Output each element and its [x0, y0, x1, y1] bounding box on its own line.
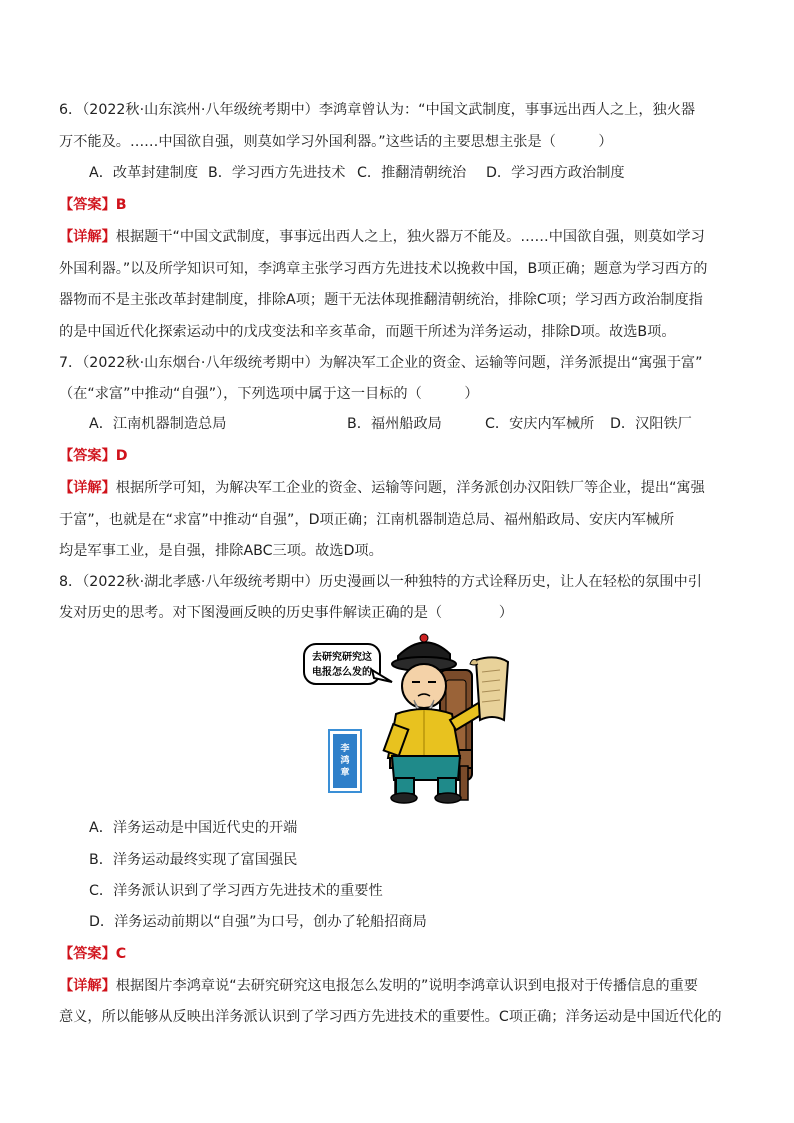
- teal-trousers: [391, 756, 461, 803]
- q6-stem-line1: 6．（2022秋·山东滨州·八年级统考期中）李鸿章曾认为：“中国文武制度，事事远出西人之上，独火器: [59, 102, 696, 118]
- q6-detail-line4: 的是中国近代化探索运动中的戊戌变法和辛亥革命，而题干所述为洋务运动，排除D项。故选B项。: [59, 324, 676, 340]
- detail-tag: 【详解】: [59, 229, 116, 245]
- q7-detail-text1: 根据所学可知，为解决军工企业的资金、运输等问题，洋务派创办汉阳铁厂等企业，提出“寓强: [115, 480, 705, 496]
- q7-option-a: A．江南机器制造总局: [89, 416, 227, 432]
- q8-option-c: C．洋务派认识到了学习西方先进技术的重要性: [89, 883, 383, 899]
- q7-detail-line3: 均是军事工业，是自强，排除ABC三项。故选D项。: [59, 543, 383, 559]
- bubble-text-line2: 电报怎么发的: [312, 667, 372, 678]
- q6-detail-text1: 根据题干“中国文武制度，事事远出西人之上，独火器万不能及。……中国欲自强，则莫如学习: [115, 229, 705, 245]
- yellow-robe: [384, 709, 460, 758]
- q6-option-a: A．改革封建制度: [89, 165, 199, 181]
- q8-answer-row: [59, 944, 126, 964]
- q6-option-b: B．学习西方先进技术: [208, 165, 346, 181]
- answer-tag: 【答案】: [59, 448, 116, 464]
- q7-detail-line2: 于富”，也就是在“求富”中推动“自强”，D项正确；江南机器制造总局、福州船政局、安庆内军械所: [59, 512, 675, 528]
- q7-option-d: D．汉阳铁厂: [610, 416, 692, 432]
- name-label-char: 鸿: [340, 756, 350, 766]
- q7-option-c: C．安庆内军械所: [485, 416, 595, 432]
- q8-stem-line2: 发对历史的思考。对下图漫画反映的历史事件解读正确的是（ ）: [59, 605, 514, 621]
- q7-answer-row: [59, 446, 128, 466]
- q7-detail-line1: [59, 478, 705, 498]
- q8-option-a: A．洋务运动是中国近代史的开端: [89, 820, 298, 836]
- name-label: [333, 734, 357, 788]
- q7-stem-line2: （在“求富”中推动“自强”），下列选项中属于这一目标的（ ）: [59, 386, 479, 402]
- name-label-box: [328, 729, 362, 793]
- q8-detail-line2: 意义，所以能够从反映出洋务派认识到了学习西方先进技术的重要性。C项正确；洋务运动是中国近代化的: [59, 1009, 722, 1025]
- bubble-text-line1: 去研究研究这: [312, 652, 372, 663]
- q6-detail-line3: 器物而不是主张改革封建制度，排除A项；题干无法体现推翻清朝统治，排除C项；学习西方政治制度指: [59, 292, 703, 308]
- q6-answer: B: [115, 197, 127, 213]
- q8-detail-line1: [59, 976, 698, 996]
- q8-option-d: D．洋务运动前期以“自强”为口号，创办了轮船招商局: [89, 914, 427, 930]
- answer-tag: 【答案】: [59, 946, 116, 962]
- q6-detail-line1: [59, 227, 705, 247]
- q8-option-b: B．洋务运动最终实现了富国强民: [89, 852, 298, 868]
- detail-tag: 【详解】: [59, 978, 116, 994]
- q6-detail-line2: 外国利器。”以及所学知识可知，李鸿章主张学习西方先进技术以挽救中国，B项正确；题意为学习西方的: [59, 261, 708, 277]
- speech-bubble: [304, 644, 392, 684]
- q6-answer-row: [59, 195, 127, 215]
- q8-stem-line1: 8．（2022秋·湖北孝感·八年级统考期中）历史漫画以一种独特的方式诠释历史，让人在轻松的氛围中引: [59, 574, 702, 590]
- q8-answer: C: [115, 946, 127, 962]
- q7-option-b: B．福州船政局: [347, 416, 442, 432]
- name-label-char: 章: [340, 768, 350, 778]
- answer-tag: 【答案】: [59, 197, 116, 213]
- q6-option-c: C．推翻清朝统治: [357, 165, 467, 181]
- detail-tag: 【详解】: [59, 480, 116, 496]
- q8-detail-text1: 根据图片李鸿章说“去研究研究这电报怎么发明的”说明李鸿章认识到电报对于传播信息的重要: [115, 978, 698, 994]
- q7-answer: D: [115, 448, 128, 464]
- q7-stem-line1: 7．（2022秋·山东烟台·八年级统考期中）为解决军工企业的资金、运输等问题，洋务派提出“寓强于富”: [59, 355, 703, 371]
- name-label-char: 李: [340, 744, 350, 754]
- q6-stem-line2: 万不能及。……中国欲自强，则莫如学习外国利器。”这些话的主要思想主张是（ ）: [59, 134, 613, 150]
- q6-option-d: D．学习西方政治制度: [486, 165, 625, 181]
